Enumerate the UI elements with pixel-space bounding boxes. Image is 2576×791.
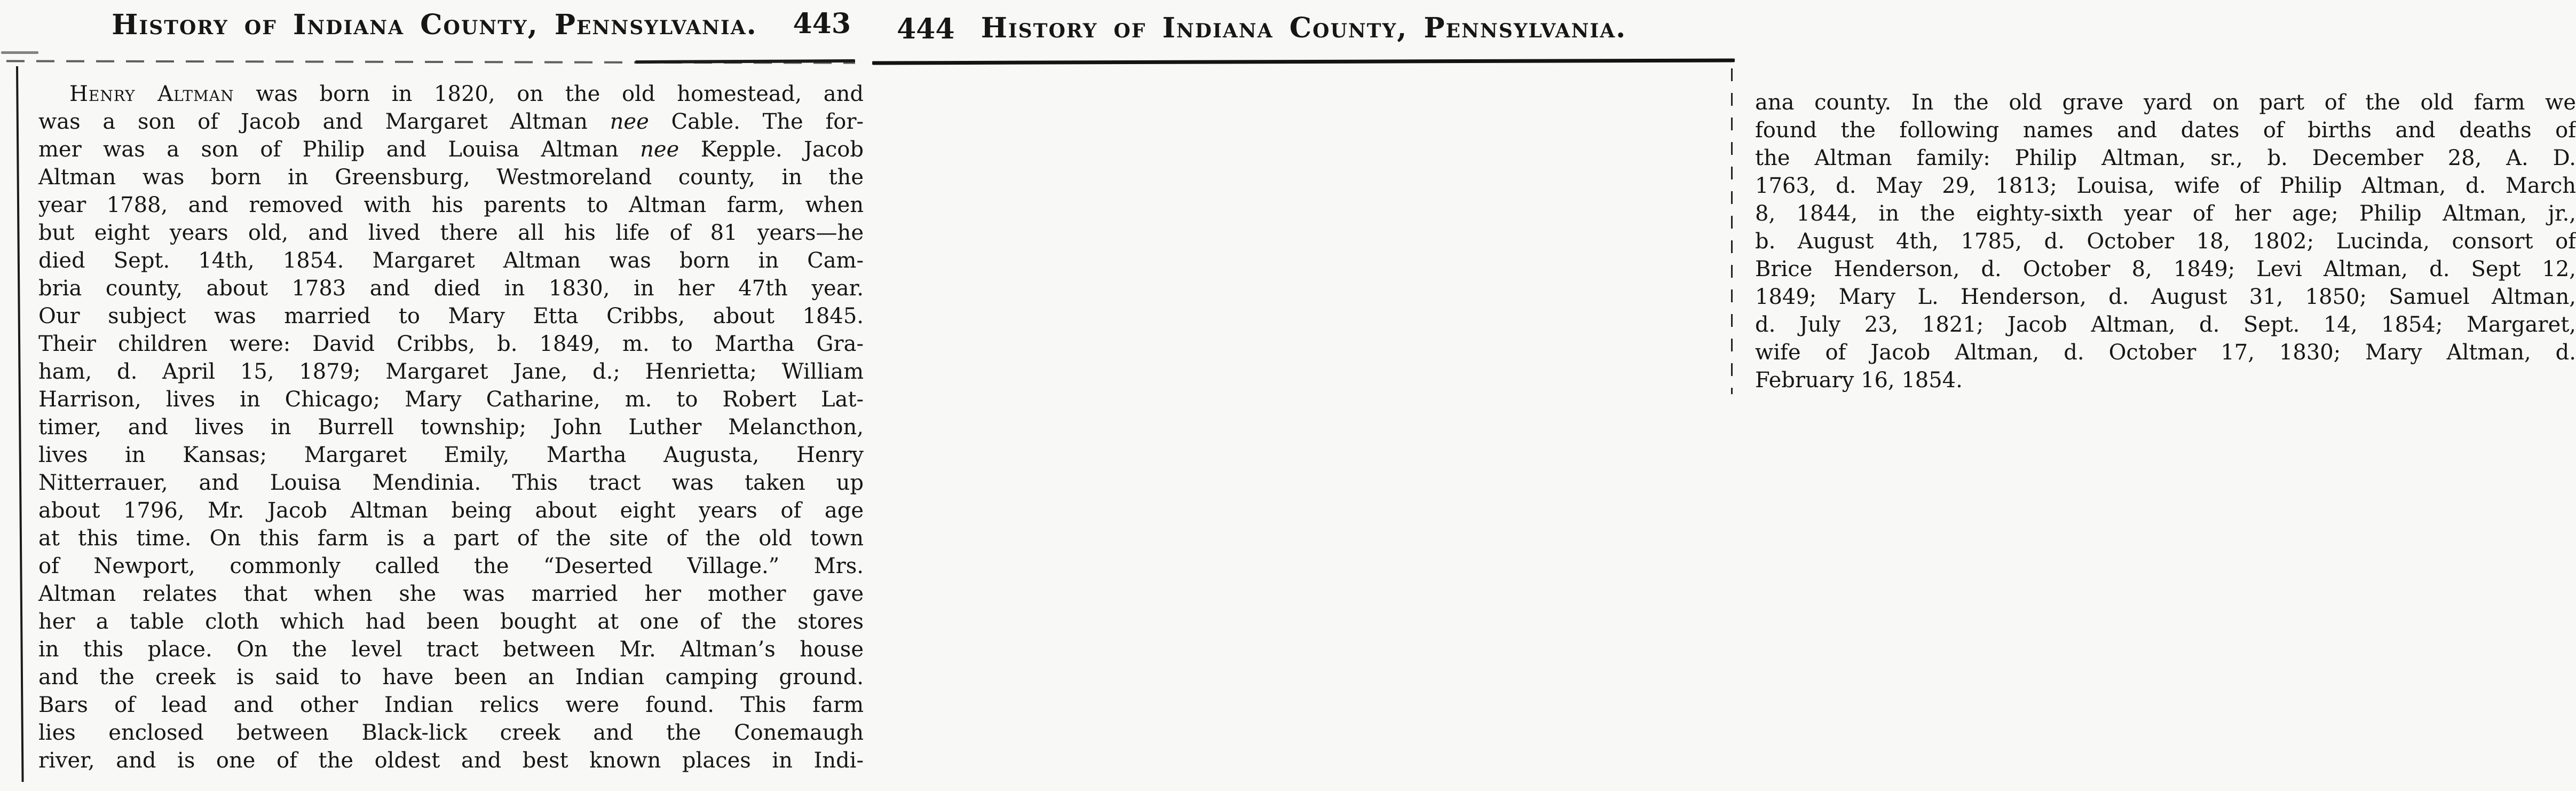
text-line (38, 275, 864, 302)
text-line (1755, 228, 2576, 255)
text-line (1755, 339, 2576, 366)
body-text: Altman was born in Greensburg, Westmoreland county, in the (38, 165, 864, 190)
body-text: d. July 23, 1821; Jacob Altman, d. Sept. 14, 1854; Margaret, (1755, 312, 2576, 337)
text-line (38, 358, 864, 386)
body-text: at this time. On this farm is a part of the site of the old town (38, 526, 864, 551)
body-text: ham, d. April 15, 1879; Margaret Jane, d.; Henrietta; William (38, 359, 864, 384)
text-line (38, 80, 864, 108)
body-text: bria county, about 1783 and died in 1830, in her 47th year. (38, 276, 864, 301)
body-text: Cable. The for- (649, 109, 864, 134)
text-line (38, 636, 864, 663)
body-text: died Sept. 14th, 1854. Margaret Altman was born in Cam- (38, 248, 864, 273)
text-line (38, 552, 864, 580)
body-text: year 1788, and removed with his parents to Altman farm, when (38, 193, 864, 217)
body-text: b. August 4th, 1785, d. October 18, 1802; Lucinda, consort of (1755, 229, 2576, 254)
text-line (38, 191, 864, 219)
body-text: wife of Jacob Altman, d. October 17, 1830; Mary Altman, d. (1755, 340, 2576, 365)
body-text: about 1796, Mr. Jacob Altman being about eight years of age (38, 498, 864, 523)
body-text: Bars of lead and other Indian relics were found. This farm (38, 693, 864, 717)
italic-text: nee (610, 109, 649, 134)
body-text: mer was a son of Philip and Louisa Altman (38, 137, 641, 162)
right-header-title: History of Indiana County, Pennsylvania. (981, 12, 1627, 44)
body-text: lives in Kansas; Margaret Emily, Martha Augusta, Henry (38, 443, 864, 467)
body-text: February 16, 1854. (1755, 368, 1963, 393)
right-page-number: 444 (897, 13, 955, 45)
text-line (38, 469, 864, 497)
body-text: her a table cloth which had been bought at one of the stores (38, 609, 864, 634)
scan-smudge (1, 51, 38, 54)
body-text: Brice Henderson, d. October 8, 1849; Levi Altman, d. Sept 12, (1755, 257, 2576, 281)
text-line (38, 719, 864, 747)
text-line (1755, 116, 2576, 144)
body-text: the Altman family: Philip Altman, sr., b. December 28, A. D. (1755, 146, 2576, 170)
body-text: Nitterrauer, and Louisa Mendinia. This tract was taken up (38, 471, 864, 495)
body-text: 8, 1844, in the eighty-sixth year of her age; Philip Altman, jr., (1755, 201, 2576, 226)
left-page-number: 443 (793, 7, 851, 40)
text-line (38, 163, 864, 191)
body-text: of Newport, commonly called the “Deserted Village.” Mrs. (38, 554, 864, 578)
text-line (38, 386, 864, 413)
text-line (1755, 255, 2576, 283)
italic-text: nee (640, 137, 679, 162)
text-line (1755, 283, 2576, 311)
text-line (38, 580, 864, 608)
text-line (1755, 172, 2576, 200)
left-page-text (38, 80, 864, 774)
body-text: 1763, d. May 29, 1813; Louisa, wife of Philip Altman, d. March (1755, 174, 2576, 198)
body-text: but eight years old, and lived there all his life of 81 years—he (38, 221, 864, 245)
text-line (38, 497, 864, 524)
text-line (1755, 366, 2576, 394)
body-text: Kepple. Jacob (679, 137, 864, 162)
text-line (38, 108, 864, 136)
body-text: and the creek is said to have been an Indian camping ground. (38, 665, 864, 690)
text-line (38, 302, 864, 330)
body-text: timer, and lives in Burrell township; John Luther Melancthon, (38, 415, 864, 440)
right-page-edge-dashed-line (1731, 68, 1733, 394)
text-line (38, 413, 864, 441)
body-text: Altman relates that when she was married her mother gave (38, 582, 864, 606)
right-page-text (1755, 89, 2576, 394)
right-header-rule (872, 58, 1735, 65)
body-text: found the following names and dates of births and deaths of (1755, 118, 2576, 143)
text-line (1755, 200, 2576, 228)
text-line (38, 247, 864, 275)
body-text: ana county. In the old grave yard on part of the old farm we (1755, 90, 2576, 115)
body-text: river, and is one of the oldest and best known places in Indi- (38, 748, 864, 773)
text-line (38, 691, 864, 719)
text-line (38, 219, 864, 247)
left-header-title: History of Indiana County, Pennsylvania. (112, 9, 757, 41)
right-page (869, 0, 2576, 791)
body-text: lies enclosed between Black-lick creek and the Conemaugh (38, 720, 864, 745)
text-line (1755, 144, 2576, 172)
text-line (38, 330, 864, 358)
body-text: was a son of Jacob and Margaret Altman (38, 109, 610, 134)
text-line (38, 608, 864, 636)
left-page-edge-line (16, 66, 24, 782)
body-text: in this place. On the level tract between Mr. Altman’s house (38, 637, 864, 662)
text-line (38, 663, 864, 691)
left-page (0, 0, 869, 791)
text-line (38, 441, 864, 469)
body-text: 1849; Mary L. Henderson, d. August 31, 1850; Samuel Altman, (1755, 285, 2576, 309)
text-line (38, 136, 864, 163)
body-text: Our subject was married to Mary Etta Cribbs, about 1845. (38, 304, 864, 328)
text-line (38, 747, 864, 774)
text-line (1755, 311, 2576, 339)
body-text: was born in 1820, on the old homestead, and (234, 82, 864, 106)
body-text: Their children were: David Cribbs, b. 1849, m. to Martha Gra- (38, 332, 864, 356)
text-line (1755, 89, 2576, 116)
body-text: Harrison, lives in Chicago; Mary Catharine, m. to Robert Lat- (38, 387, 864, 412)
small-caps-text: Henry Altman (69, 82, 234, 106)
text-line (38, 524, 864, 552)
